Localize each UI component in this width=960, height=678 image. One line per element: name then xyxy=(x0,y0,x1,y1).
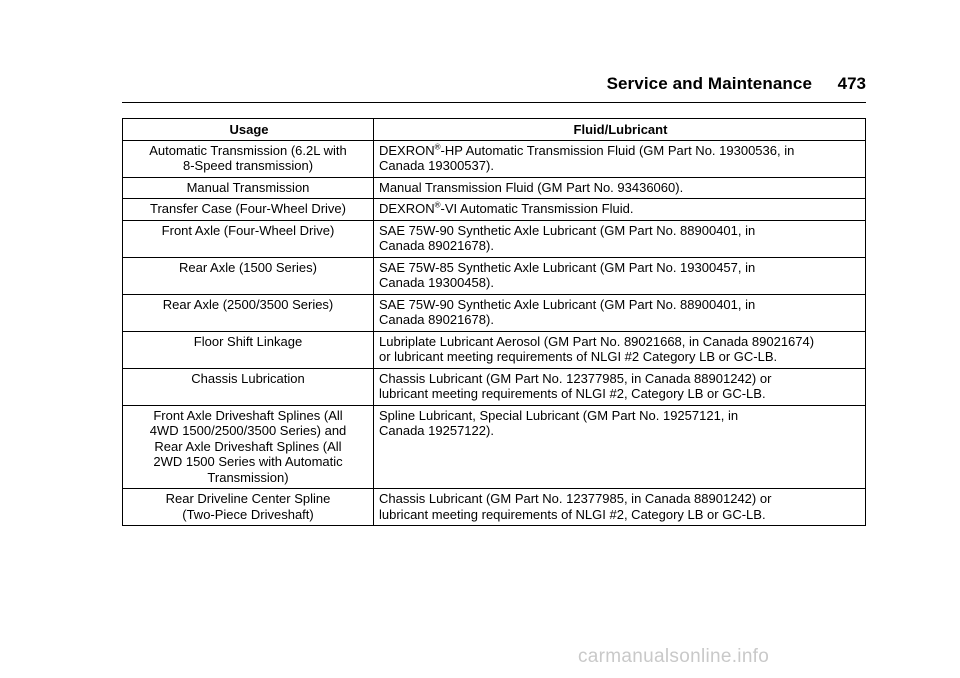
usage-line: Floor Shift Linkage xyxy=(193,333,303,349)
registered-mark: ® xyxy=(434,200,441,210)
fluid-brand: DEXRON xyxy=(379,142,435,158)
usage-line: 2WD 1500 Series with Automatic xyxy=(153,454,343,469)
usage-line: Rear Axle (1500 Series) xyxy=(178,259,317,275)
page-header xyxy=(122,72,866,103)
usage-line: Chassis Lubrication xyxy=(191,370,305,386)
table-row xyxy=(123,220,866,257)
usage-line: Front Axle Driveshaft Splines (All xyxy=(153,407,343,423)
usage-cell xyxy=(123,489,374,526)
usage-cell xyxy=(123,220,374,257)
usage-line: 8-Speed transmission) xyxy=(182,158,314,173)
usage-line: Transfer Case (Four-Wheel Drive) xyxy=(149,201,346,216)
fluid-line: Manual Transmission Fluid (GM Part No. 93436060). xyxy=(379,179,684,195)
table-row xyxy=(123,331,866,368)
table-row xyxy=(123,294,866,331)
fluid-line: Canada 19257122). xyxy=(379,423,494,438)
fluid-cell xyxy=(374,405,866,489)
table-row xyxy=(123,177,866,199)
fluid-line: Chassis Lubricant (GM Part No. 12377985, in Canada 88901242) or xyxy=(379,491,772,506)
fluid-line: SAE 75W-90 Synthetic Axle Lubricant (GM Part No. 88900401, in xyxy=(379,222,756,238)
section-title: Service and Maintenance xyxy=(606,74,812,93)
fluid-line: -HP Automatic Transmission Fluid (GM Part No. 19300536, in xyxy=(440,142,795,158)
fluid-line: Canada 19300458). xyxy=(379,275,494,290)
registered-mark: ® xyxy=(434,142,441,152)
usage-cell xyxy=(123,294,374,331)
fluid-cell xyxy=(374,368,866,405)
fluid-line: Canada 19300537). xyxy=(379,158,494,173)
table-row xyxy=(123,405,866,489)
table-header-row xyxy=(123,119,866,141)
fluid-cell xyxy=(374,331,866,368)
page-number: 473 xyxy=(837,74,866,93)
usage-cell xyxy=(123,405,374,489)
fluid-cell xyxy=(374,489,866,526)
usage-cell xyxy=(123,368,374,405)
fluid-cell xyxy=(374,257,866,294)
usage-line: Automatic Transmission (6.2L with xyxy=(149,142,347,158)
usage-cell xyxy=(123,199,374,221)
fluid-line: Canada 89021678). xyxy=(379,312,494,327)
fluid-brand: DEXRON xyxy=(379,201,435,216)
table-row xyxy=(123,140,866,177)
fluid-line: Canada 89021678). xyxy=(379,238,494,253)
table-row xyxy=(123,199,866,221)
table-row xyxy=(123,257,866,294)
usage-cell xyxy=(123,257,374,294)
usage-line: Rear Axle (2500/3500 Series) xyxy=(162,296,334,312)
usage-line: (Two-Piece Driveshaft) xyxy=(182,506,314,522)
usage-line: Rear Axle Driveshaft Splines (All xyxy=(154,438,342,454)
usage-cell xyxy=(123,331,374,368)
column-header-usage: Usage xyxy=(123,119,374,141)
fluid-line: SAE 75W-85 Synthetic Axle Lubricant (GM Part No. 19300457, in xyxy=(379,259,756,275)
fluid-cell xyxy=(374,177,866,199)
usage-line: Front Axle (Four-Wheel Drive) xyxy=(161,222,335,238)
fluid-line: -VI Automatic Transmission Fluid. xyxy=(440,201,634,216)
usage-line: Rear Driveline Center Spline xyxy=(165,491,331,506)
table-row xyxy=(123,489,866,526)
fluid-cell xyxy=(374,199,866,221)
fluid-line: Chassis Lubricant (GM Part No. 12377985, in Canada 88901242) or xyxy=(379,370,772,386)
usage-line: Manual Transmission xyxy=(186,179,310,195)
fluids-lubricants-table xyxy=(122,118,866,526)
fluid-line: Lubriplate Lubricant Aerosol (GM Part No. 89021668, in Canada 89021674) xyxy=(379,333,815,349)
usage-line: 4WD 1500/2500/3500 Series) and xyxy=(149,423,347,438)
fluid-cell xyxy=(374,294,866,331)
fluid-line: lubricant meeting requirements of NLGI #2, Category LB or GC-LB. xyxy=(379,506,766,522)
fluid-cell xyxy=(374,220,866,257)
table-row xyxy=(123,368,866,405)
fluid-line: or lubricant meeting requirements of NLGI #2 Category LB or GC-LB. xyxy=(379,349,778,364)
usage-cell xyxy=(123,140,374,177)
fluid-line: SAE 75W-90 Synthetic Axle Lubricant (GM Part No. 88900401, in xyxy=(379,296,756,312)
watermark-text: carmanualsonline.info xyxy=(578,646,770,667)
usage-line: Transmission) xyxy=(207,469,289,485)
column-header-fluid: Fluid/Lubricant xyxy=(374,119,866,141)
fluid-line: Spline Lubricant, Special Lubricant (GM Part No. 19257121, in xyxy=(379,407,739,423)
fluid-cell xyxy=(374,140,866,177)
fluid-line: lubricant meeting requirements of NLGI #2, Category LB or GC-LB. xyxy=(379,386,766,401)
usage-cell xyxy=(123,177,374,199)
